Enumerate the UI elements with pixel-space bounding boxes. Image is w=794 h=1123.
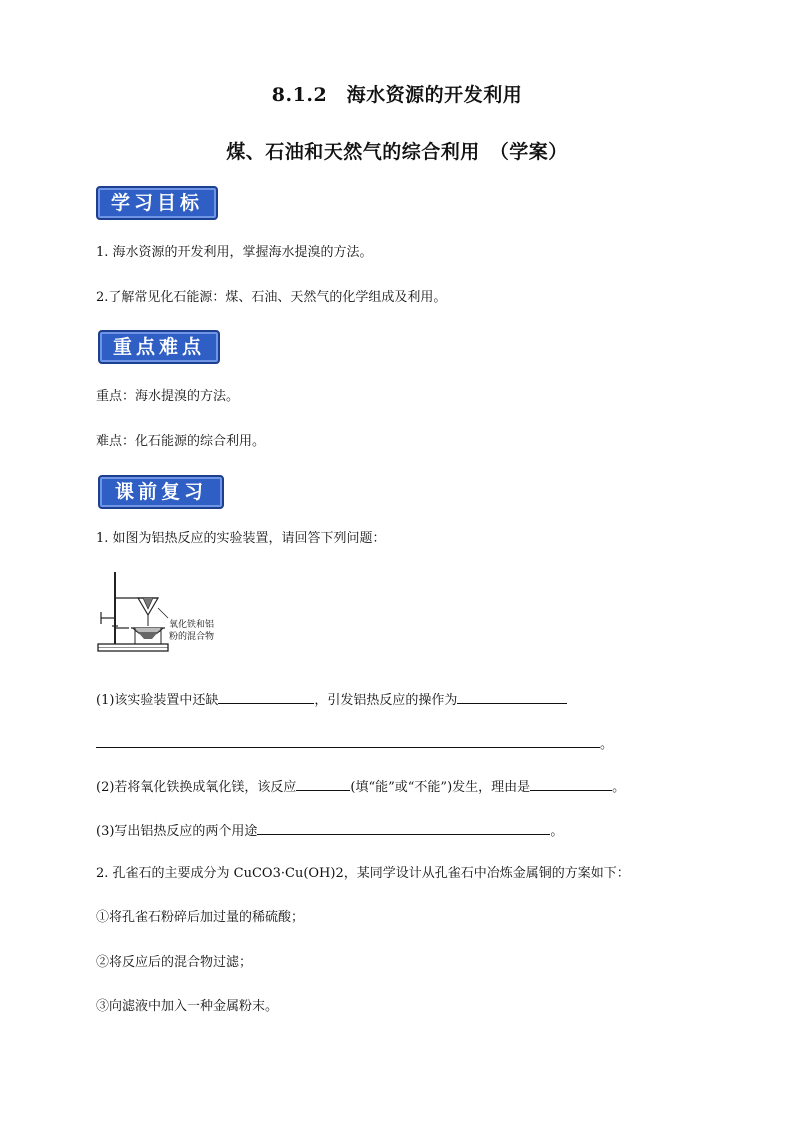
section-badge-goals: 学习目标 bbox=[96, 186, 218, 220]
difficult-point: 难点：化石能源的综合利用。 bbox=[96, 434, 266, 449]
key-point: 重点：海水提溴的方法。 bbox=[96, 389, 240, 404]
question-2-step-3: ③向滤液中加入一种金属粉末。 bbox=[96, 999, 279, 1014]
answer-blank[interactable] bbox=[530, 776, 612, 791]
question-1-part-3: (3)写出铝热反应的两个用途 。 bbox=[96, 820, 563, 841]
figure-label-line-1: 氧化铁和铝 bbox=[169, 620, 215, 630]
question-1-part-1: (1)该实验装置中还缺 ，引发铝热反应的操作为 bbox=[96, 689, 567, 710]
figure-label-line-2: 粉的混合物 bbox=[169, 632, 215, 642]
answer-blank[interactable] bbox=[218, 689, 314, 704]
question-2-step-2: ②将反应后的混合物过滤； bbox=[96, 955, 253, 970]
question-1-part-1-continuation: 。 bbox=[96, 733, 613, 754]
question-1-part-2: (2)若将氧化铁换成氧化镁，该反应 (填“能”或“不能”)发生，理由是 。 bbox=[96, 776, 625, 797]
goal-item-2: 2.了解常见化石能源：煤、石油、天然气的化学组成及利用。 bbox=[96, 290, 447, 305]
answer-blank[interactable] bbox=[296, 776, 350, 791]
question-2-stem: 2. 孔雀石的主要成分为 CuCO3·Cu(OH)2，某同学设计从孔雀石中冶炼金属铜的方案如下： bbox=[96, 866, 630, 881]
answer-blank[interactable] bbox=[457, 689, 567, 704]
section-badge-review: 课前复习 bbox=[98, 475, 224, 509]
section-badge-key-points: 重点难点 bbox=[98, 330, 220, 364]
question-2-step-1: ①将孔雀石粉碎后加过量的稀硫酸； bbox=[96, 910, 305, 925]
question-1-stem: 1. 如图为铝热反应的实验装置，请回答下列问题： bbox=[96, 531, 386, 546]
document-title: 8.1.2 海水资源的开发利用 bbox=[271, 84, 523, 106]
answer-blank[interactable] bbox=[96, 733, 600, 748]
thermite-apparatus-figure bbox=[96, 568, 231, 658]
answer-blank[interactable] bbox=[257, 820, 550, 835]
goal-item-1: 1. 海水资源的开发利用，掌握海水提溴的方法。 bbox=[96, 245, 373, 260]
document-subtitle: 煤、石油和天然气的综合利用 （学案） bbox=[226, 141, 568, 163]
